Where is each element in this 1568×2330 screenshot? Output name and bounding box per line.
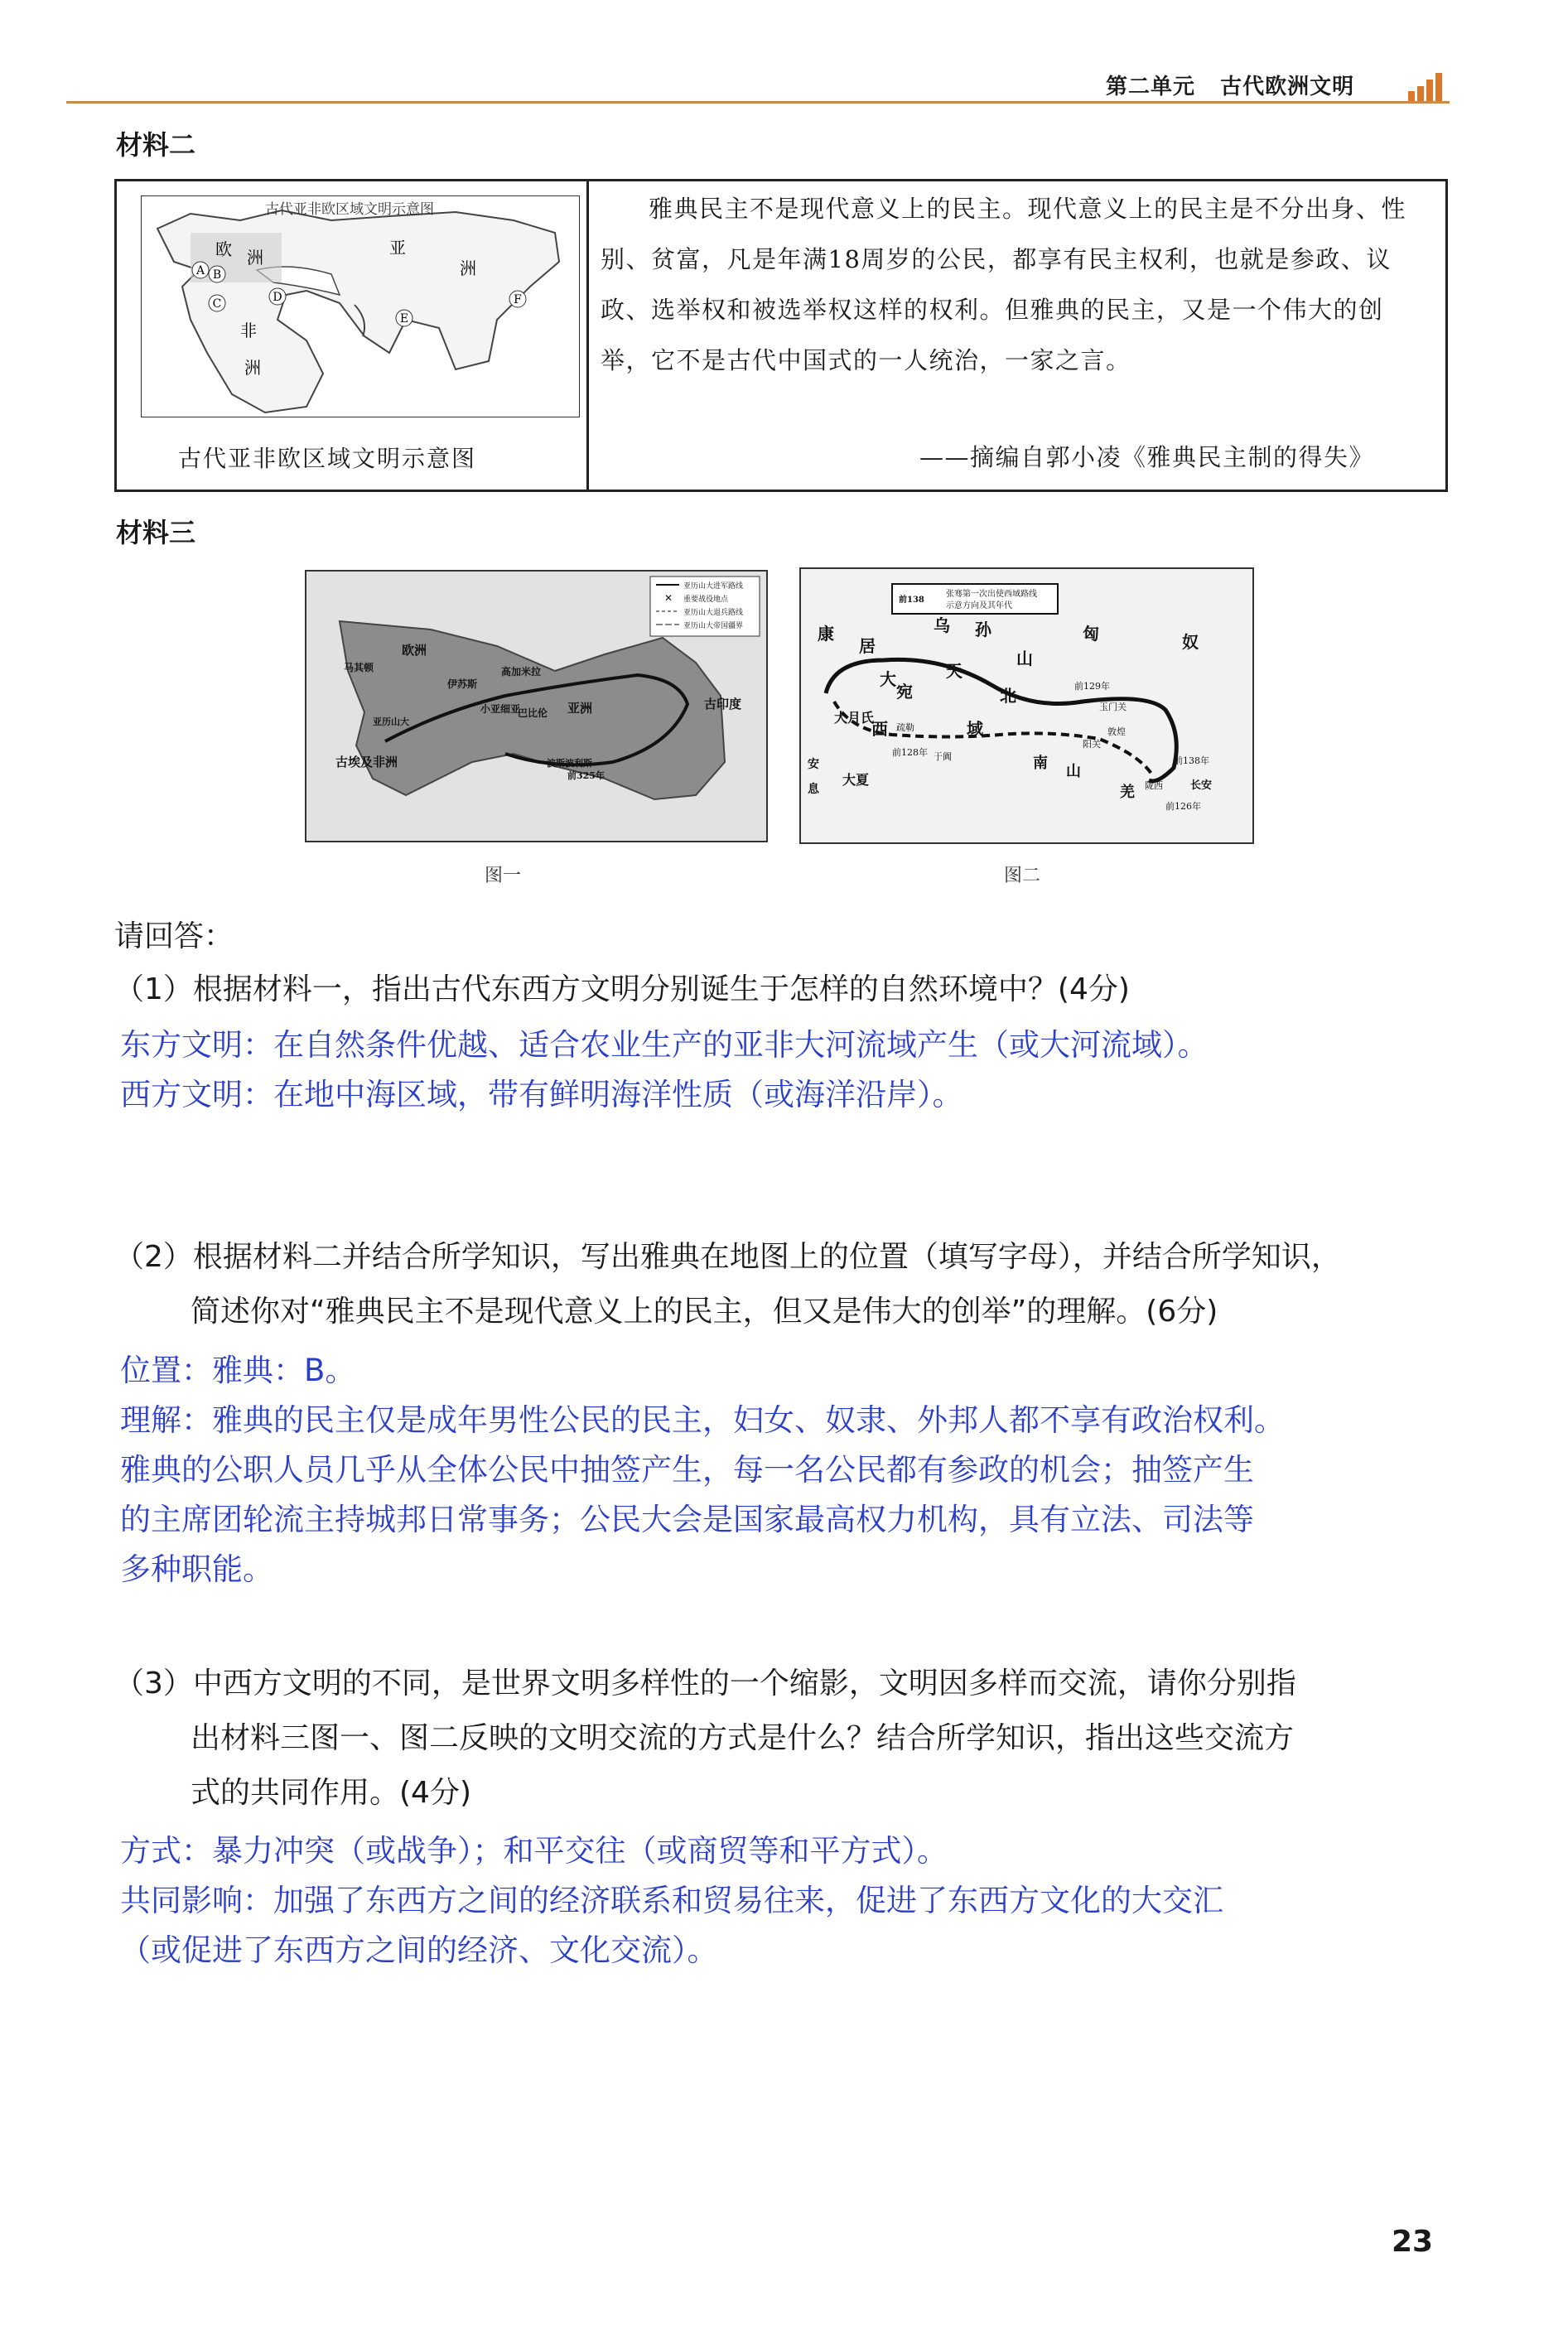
question-2-line1: （2）根据材料二并结合所学知识，写出雅典在地图上的位置（填写字母），并结合所学知识，	[114, 1240, 1341, 1274]
map-label-as1: 亚	[389, 238, 406, 258]
fig1-l5: 巴比伦	[518, 707, 548, 719]
unit-label: 第二单元	[1106, 75, 1196, 99]
answer-3	[120, 1826, 1454, 1975]
figure-two-map	[799, 567, 1254, 844]
fig1-legend-1: 重要战役地点	[683, 596, 729, 604]
fig1-l6: 亚洲	[567, 701, 593, 716]
marker-a: A	[195, 264, 205, 277]
fig2-legend-1: 张骞第一次出使西域路线	[946, 590, 1037, 599]
fig1-l3: 高加米拉	[501, 666, 542, 678]
fig2-l17: 疏勒	[896, 722, 914, 733]
afro-eurasia-map	[141, 195, 580, 417]
fig1-legend-3: 亚历山大帝国疆界	[683, 622, 744, 630]
question-2-line2: 简述你对“雅典民主不是现代意义上的民主，但又是伟大的创举”的理解。(6分)	[191, 1295, 1218, 1329]
answer-line: 共同影响：加强了东西方之间的经济联系和贸易往来，促进了东西方文化的大交汇	[120, 1883, 1223, 1918]
fig1-l7: 古印度	[704, 697, 742, 712]
fig1-l12: 前325年	[567, 770, 605, 781]
fig2-l29: 南	[1033, 755, 1048, 772]
map-label-as2: 洲	[460, 258, 476, 278]
question-1-text: （1）根据材料一，指出古代东西方文明分别诞生于怎样的自然环境中？(4分)	[114, 972, 1130, 1006]
marker-d: D	[273, 291, 282, 304]
figure-one-map	[305, 570, 768, 842]
map-title: 古代亚非欧区域文明示意图	[265, 201, 434, 218]
fig2-l25: 前138年	[1174, 755, 1209, 766]
fig2-l13: 域	[967, 719, 983, 739]
fig2-l7: 天	[946, 661, 963, 681]
fig1-l4: 小亚细亚	[480, 703, 521, 715]
fig2-l27: 长安	[1190, 779, 1213, 792]
marker-c: C	[212, 297, 222, 311]
question-1	[114, 962, 1450, 1017]
question-2	[114, 1230, 1450, 1339]
marker-b: B	[212, 268, 222, 282]
answer-line: 东方文明：在自然条件优越、适合农业生产的亚非大河流域产生（或大河流域）。	[120, 1027, 1209, 1063]
fig1-legend-0: 亚历山大进军路线	[683, 582, 744, 591]
map-label-af2: 洲	[244, 358, 261, 378]
fig1-l11: 波斯波利斯	[547, 758, 592, 769]
fig2-l2: 大	[880, 669, 896, 689]
fig2-l21: 玉门关	[1099, 702, 1127, 712]
fig2-l22: 阳关	[1083, 739, 1101, 750]
map-label-eu2: 洲	[247, 248, 263, 268]
svg-text:✕: ✕	[664, 592, 673, 604]
fig2-l12: 西	[871, 719, 888, 739]
fig1-l10: 非洲	[373, 755, 398, 769]
material-three-label: 材料三	[116, 517, 196, 548]
fig1-l9: 古埃及	[335, 755, 374, 769]
fig2-l14: 安	[808, 758, 819, 771]
fig1-legend-2: 亚历山大退兵路线	[683, 609, 744, 617]
fig2-l23: 敦煌	[1107, 726, 1126, 737]
marker-e: E	[399, 312, 409, 326]
map-label-af1: 非	[240, 321, 257, 340]
fig2-l18: 于阗	[934, 751, 952, 762]
question-3-line2: 出材料三图一、图二反映的文明交流的方式是什么？结合所学知识，指出这些交流方	[191, 1721, 1295, 1755]
fig2-l19: 前129年	[1074, 681, 1110, 692]
fig2-l9: 北	[1000, 686, 1016, 706]
answer-prompt: 请回答：	[114, 919, 234, 953]
header-rule	[66, 101, 1450, 104]
question-3-line1: （3）中西方文明的不同，是世界文明多样性的一个缩影，文明因多样而交流，请你分别指	[114, 1667, 1296, 1700]
answer-line: 多种职能。	[120, 1551, 273, 1587]
fig2-l20: 前128年	[892, 747, 928, 758]
fig2-l10: 匈	[1083, 624, 1099, 644]
figure-two-caption: 图二	[1004, 866, 1041, 886]
map-label-eu1: 欧	[215, 239, 232, 259]
material-two-divider	[586, 179, 589, 492]
fig2-l3: 宛	[896, 682, 913, 702]
fig2-legend-2: 示意方向及其年代	[946, 601, 1012, 610]
fig1-l8: 亚历山大	[373, 716, 409, 727]
fig2-l0: 康	[818, 624, 834, 644]
fig2-legend-0: 前138	[899, 596, 924, 605]
fig2-l4: 大月氏	[834, 710, 875, 726]
answer-line: 雅典的公职人员几乎从全体公民中抽签产生，每一名公民都有参政的机会；抽签产生	[120, 1452, 1254, 1488]
question-3	[114, 1657, 1450, 1821]
fig2-l1: 居	[859, 636, 876, 656]
header-bars-icon	[1408, 73, 1442, 101]
unit-title: 古代欧洲文明	[1220, 75, 1355, 99]
fig1-l2: 伊苏斯	[447, 678, 478, 690]
answer-line: （或促进了东西方之间的经济、文化交流）。	[120, 1932, 718, 1968]
fig2-l5: 乌	[934, 615, 950, 635]
fig2-l15: 息	[808, 783, 819, 796]
question-3-line3: 式的共同作用。(4分)	[191, 1776, 471, 1810]
answer-line: 方式：暴力冲突（或战争）；和平交往（或商贸等和平方式）。	[120, 1833, 948, 1869]
fig2-l24: 羌	[1120, 784, 1135, 801]
fig2-l8: 山	[1016, 649, 1033, 668]
fig2-l11: 奴	[1182, 632, 1199, 652]
fig2-l16: 大夏	[842, 772, 870, 788]
fig2-l28: 前126年	[1165, 801, 1201, 812]
fig2-l26: 陇西	[1145, 780, 1163, 791]
map-caption: 古代亚非欧区域文明示意图	[178, 445, 477, 472]
page-number: 23	[1392, 2225, 1434, 2259]
answer-line: 的主席团轮流主持城邦日常事务；公民大会是国家最高权力机构，具有立法、司法等	[120, 1502, 1254, 1537]
marker-f: F	[514, 293, 522, 306]
answer-line: 位置：雅典：B。	[120, 1353, 356, 1388]
answer-line: 西方文明：在地中海区域，带有鲜明海洋性质（或海洋沿岸）。	[120, 1077, 963, 1112]
material-two-label: 材料二	[116, 129, 196, 161]
athens-quote: 雅典民主不是现代意义上的民主。现代意义上的民主是不分出身、性别、贫富，凡是年满18周岁的公民，都享有民主权利，也就是参政、议政、选举权和被选举权这样的权利。但雅典的民主，又是一个伟大的创举，它不是古代中国式的一人统治，一家之言。	[601, 195, 1407, 374]
answer-1	[120, 1020, 1454, 1120]
fig1-l1: 欧洲	[402, 643, 427, 658]
fig2-l30: 山	[1066, 763, 1081, 780]
answer-2	[120, 1346, 1454, 1594]
fig2-l6: 孙	[975, 620, 991, 639]
answer-line: 理解：雅典的民主仅是成年男性公民的民主，妇女、奴隶、外邦人都不享有政治权利。	[120, 1402, 1285, 1438]
running-header	[1106, 70, 1354, 100]
quote-source: ——摘编自郭小凌《雅典民主制的得失》	[919, 443, 1375, 471]
fig1-l0: 马其顿	[344, 662, 374, 673]
figure-one-caption: 图一	[485, 866, 522, 886]
